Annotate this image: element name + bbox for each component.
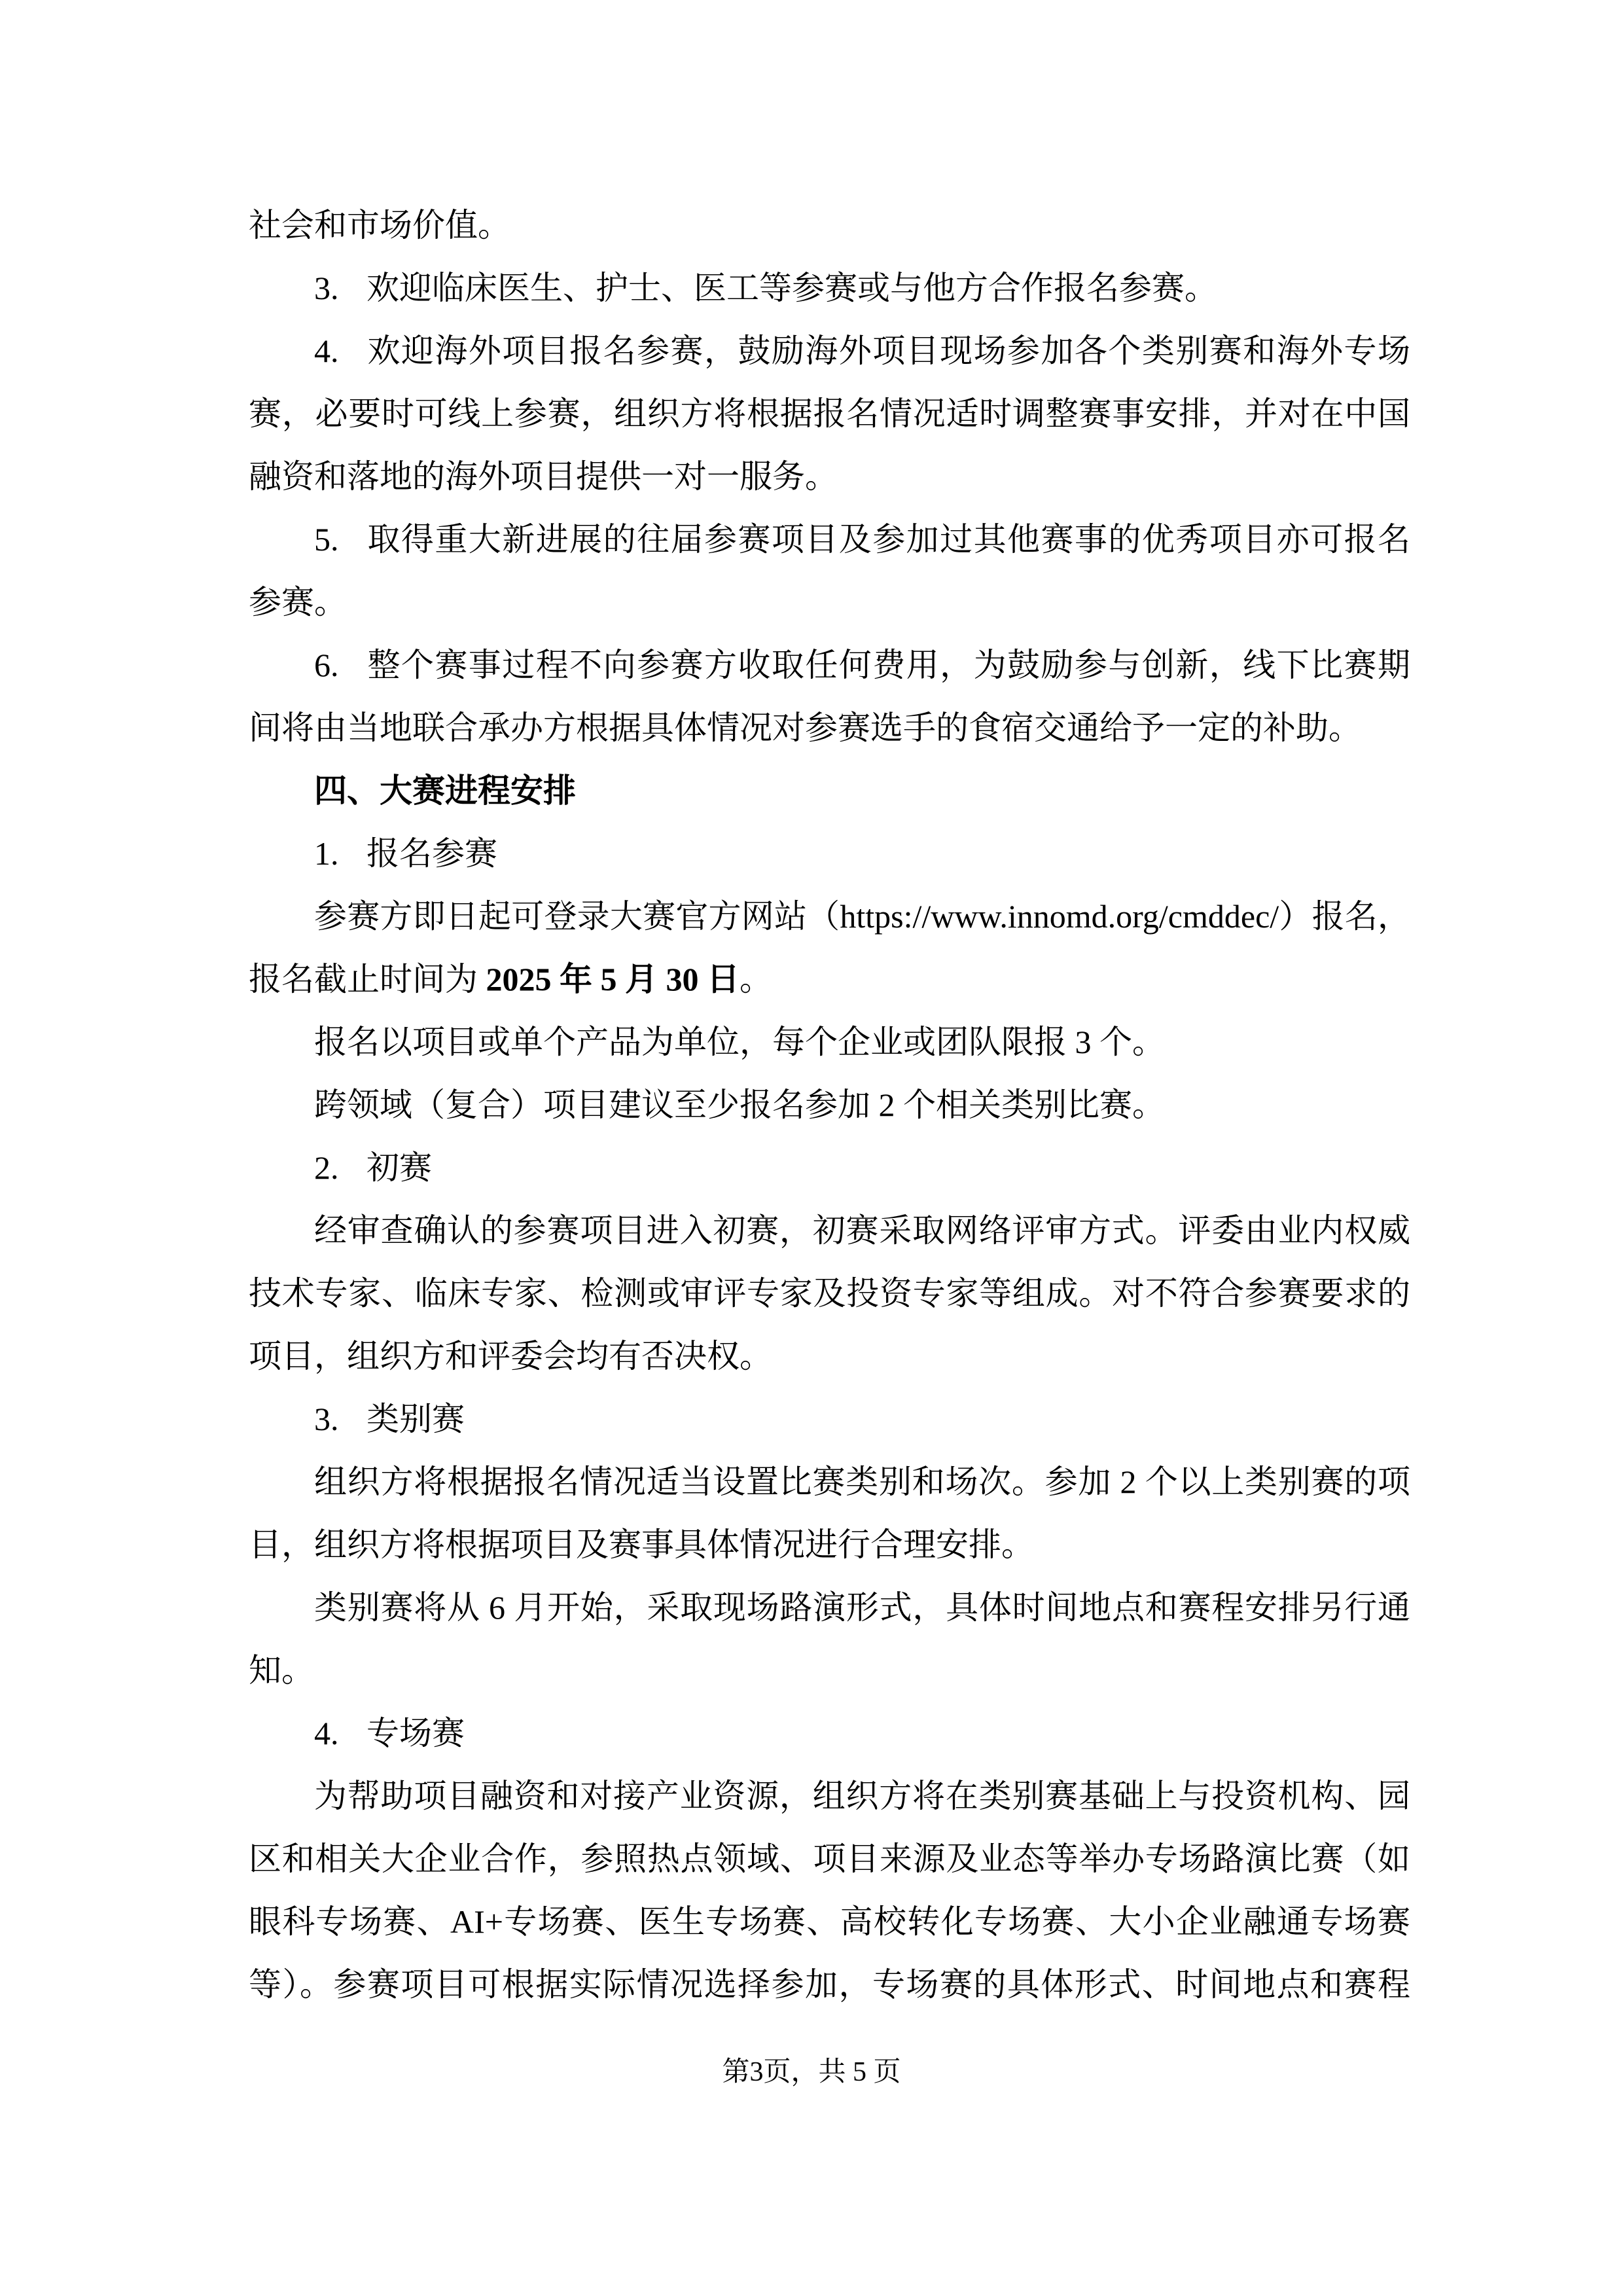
paragraph-line [249, 445, 1410, 508]
text-run: 技术专家、临床专家、检测或审评专家及投资专家等组成。对不符合参赛要求的 [249, 1275, 1410, 1312]
list-number: 6. [314, 647, 339, 683]
text-run: 报名截止时间为 [249, 961, 486, 997]
paragraph-line [249, 1450, 1410, 1513]
text-run: 组织方将根据报名情况适当设置比赛类别和场次。参加 2 个以上类别赛的项 [314, 1463, 1410, 1500]
text-run: 初赛 [366, 1149, 432, 1186]
section-heading [249, 759, 1410, 822]
paragraph-line [249, 1953, 1410, 2016]
paragraph-line [249, 696, 1410, 759]
numbered-item-line [249, 508, 1410, 571]
list-number: 5. [314, 521, 339, 558]
paragraph-line [249, 1073, 1410, 1136]
text-run: 欢迎临床医生、护士、医工等参赛或与他方合作报名参赛。 [366, 270, 1217, 306]
paragraph-line [249, 1827, 1410, 1890]
paragraph-line [249, 1576, 1410, 1639]
text-run: 类别赛将从 6 月开始，采取现场路演形式，具体时间地点和赛程安排另行通 [314, 1589, 1410, 1626]
list-number: 3. [314, 1401, 339, 1437]
paragraph-line [249, 382, 1410, 445]
paragraph-line [249, 1765, 1410, 1827]
text-run: 眼科专场赛、AI+专场赛、医生专场赛、高校转化专场赛、大小企业融通专场赛 [249, 1903, 1410, 1940]
text-run: 融资和落地的海外项目提供一对一服务。 [249, 458, 838, 495]
page-footer [0, 2041, 1623, 2104]
text-run: 等）。参赛项目可根据实际情况选择参加，专场赛的具体形式、时间地点和赛程 [249, 1966, 1410, 2003]
document-body [249, 194, 1410, 2016]
paragraph-line [249, 1011, 1410, 1073]
numbered-item-line [249, 1702, 1410, 1765]
numbered-item-line [249, 319, 1410, 382]
paragraph-line [249, 571, 1410, 634]
numbered-item-line [249, 1388, 1410, 1450]
text-run: 跨领域（复合）项目建议至少报名参加 2 个相关类别比赛。 [314, 1086, 1165, 1123]
text-run: 取得重大新进展的往届参赛项目及参加过其他赛事的优秀项目亦可报名 [366, 521, 1410, 558]
paragraph-line [249, 194, 1410, 257]
paragraph-line [249, 1262, 1410, 1325]
text-run: 经审查确认的参赛项目进入初赛，初赛采取网络评审方式。评委由业内权威 [314, 1212, 1410, 1249]
text-run: 间将由当地联合承办方根据具体情况对参赛选手的食宿交通给予一定的补助。 [249, 709, 1361, 746]
paragraph-line [249, 1513, 1410, 1576]
list-number: 4. [314, 332, 339, 369]
numbered-item-line [249, 634, 1410, 696]
paragraph-line [249, 885, 1410, 948]
paragraph-line [249, 948, 1410, 1011]
text-run: 参赛。 [249, 584, 347, 620]
text-run: 为帮助项目融资和对接产业资源，组织方将在类别赛基础上与投资机构、园 [314, 1778, 1410, 1814]
text-run: 。 [740, 961, 772, 997]
text-run: 报名参赛 [366, 835, 497, 872]
text-run: 欢迎海外项目报名参赛，鼓励海外项目现场参加各个类别赛和海外专场 [366, 332, 1410, 369]
list-number: 3. [314, 270, 339, 306]
deadline-date: 2025 年 5 月 30 日 [486, 961, 740, 997]
text-run: 区和相关大企业合作，参照热点领域、项目来源及业态等举办专场路演比赛（如 [249, 1840, 1410, 1877]
list-number: 1. [314, 835, 339, 872]
list-number: 4. [314, 1715, 339, 1751]
text-run: 整个赛事过程不向参赛方收取任何费用，为鼓励参与创新，线下比赛期 [366, 647, 1410, 683]
paragraph-line [249, 1325, 1410, 1388]
text-run: 社会和市场价值。 [249, 207, 510, 243]
text-run: 项目，组织方和评委会均有否决权。 [249, 1338, 772, 1374]
text-run: 赛，必要时可线上参赛，组织方将根据报名情况适时调整赛事安排，并对在中国 [249, 395, 1410, 432]
text-run: 报名以项目或单个产品为单位，每个企业或团队限报 3 个。 [314, 1024, 1165, 1060]
numbered-item-line [249, 1136, 1410, 1199]
numbered-item-line [249, 822, 1410, 885]
text-run: 目，组织方将根据项目及赛事具体情况进行合理安排。 [249, 1526, 1034, 1563]
text-run: 参赛方即日起可登录大赛官方网站（https://www.innomd.org/cmddec/）报名， [314, 898, 1410, 935]
paragraph-line [249, 1639, 1410, 1702]
text-run: 专场赛 [366, 1715, 465, 1751]
paragraph-line [249, 1199, 1410, 1262]
text-run: 知。 [249, 1652, 314, 1689]
list-number: 2. [314, 1149, 339, 1186]
page-number-text: 第3页，共 5 页 [722, 2057, 901, 2087]
text-run: 类别赛 [366, 1401, 465, 1437]
numbered-item-line [249, 257, 1410, 319]
heading-text: 四、大赛进程安排 [314, 772, 576, 809]
paragraph-line [249, 1890, 1410, 1953]
